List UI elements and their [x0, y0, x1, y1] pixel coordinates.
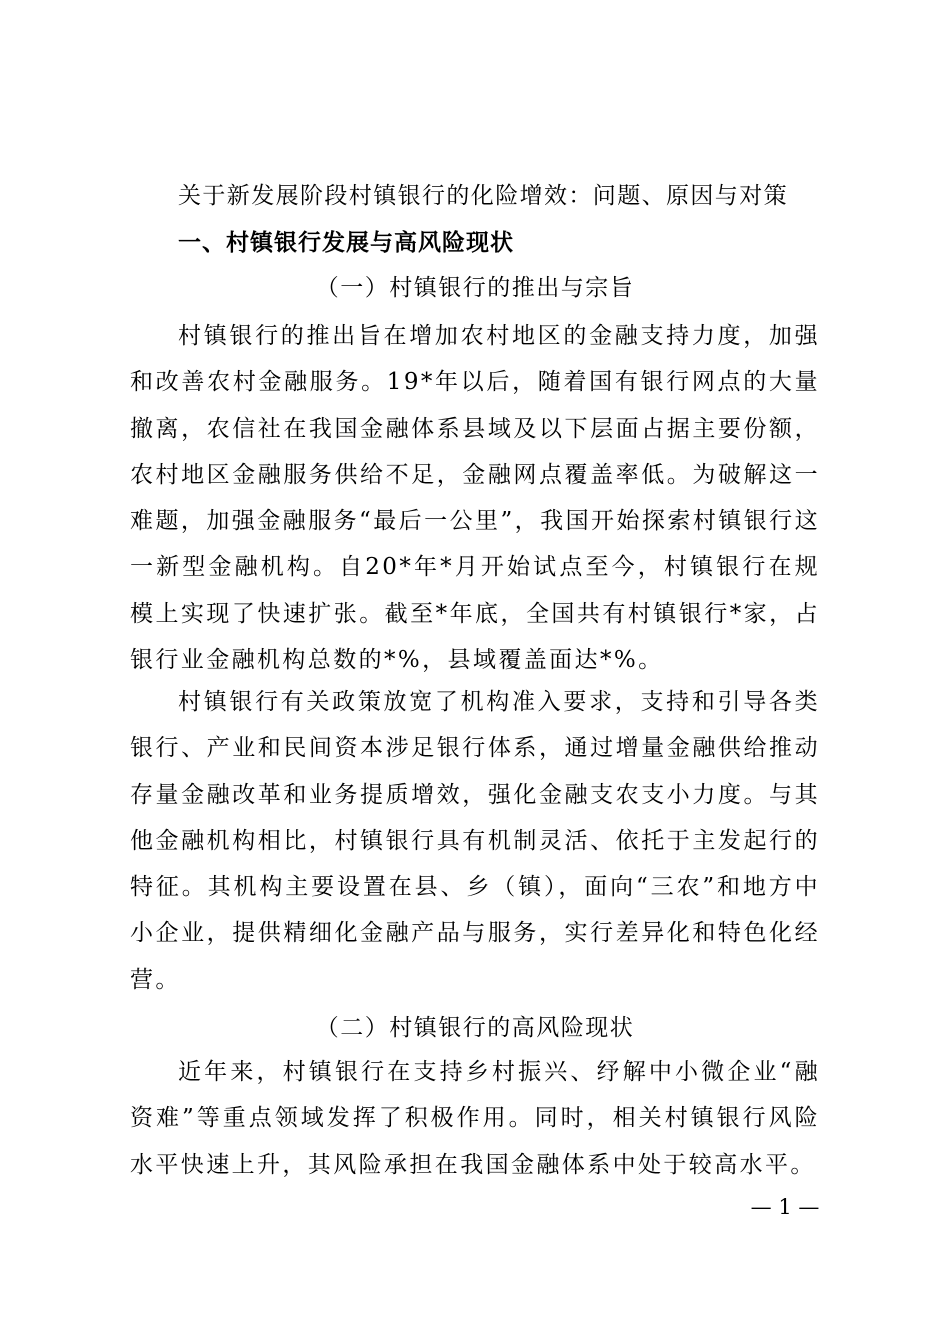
body-paragraph: 近年来，村镇银行在支持乡村振兴、纾解中小微企业“融资难”等重点领域发挥了积极作用。同时，相关村镇银行风险水平快速上升，其风险承担在我国金融体系中处于较高水平。: [130, 1059, 820, 1178]
body-paragraph: 村镇银行的推出旨在增加农村地区的金融支持力度，加强和改善农村金融服务。19*年以后，随着国有银行网点的大量撤离，农信社在我国金融体系县域及以下层面占据主要份额，农村地区金融服务供给不足，金融网点覆盖率低。为破解这一难题，加强金融服务“最后一公里”，我国开始探索村镇银行这一新型金融机构。自20*年*月开始试点至今，村镇银行在规模上实现了快速扩张。截至*年底，全国共有村镇银行*家，占银行业金融机构总数的*%，县域覆盖面达*%。: [130, 323, 820, 674]
page-number: — 1 —: [750, 1195, 820, 1219]
document-title: 关于新发展阶段村镇银行的化险增效：问题、原因与对策: [178, 183, 788, 209]
section-heading: 一、村镇银行发展与高风险现状: [178, 230, 514, 256]
subsection-heading: （二）村镇银行的高风险现状: [315, 1015, 635, 1041]
subsection-heading: （一）村镇银行的推出与宗旨: [315, 275, 635, 301]
body-paragraph: 村镇银行有关政策放宽了机构准入要求，支持和引导各类银行、产业和民间资本涉足银行体系，通过增量金融供给推动存量金融改革和业务提质增效，强化金融支农支小力度。与其他金融机构相比，村镇银行具有机制灵活、依托于主发起行的特征。其机构主要设置在县、乡（镇），面向“三农”和地方中小企业，提供精细化金融产品与服务，实行差异化和特色化经营。: [130, 689, 820, 993]
